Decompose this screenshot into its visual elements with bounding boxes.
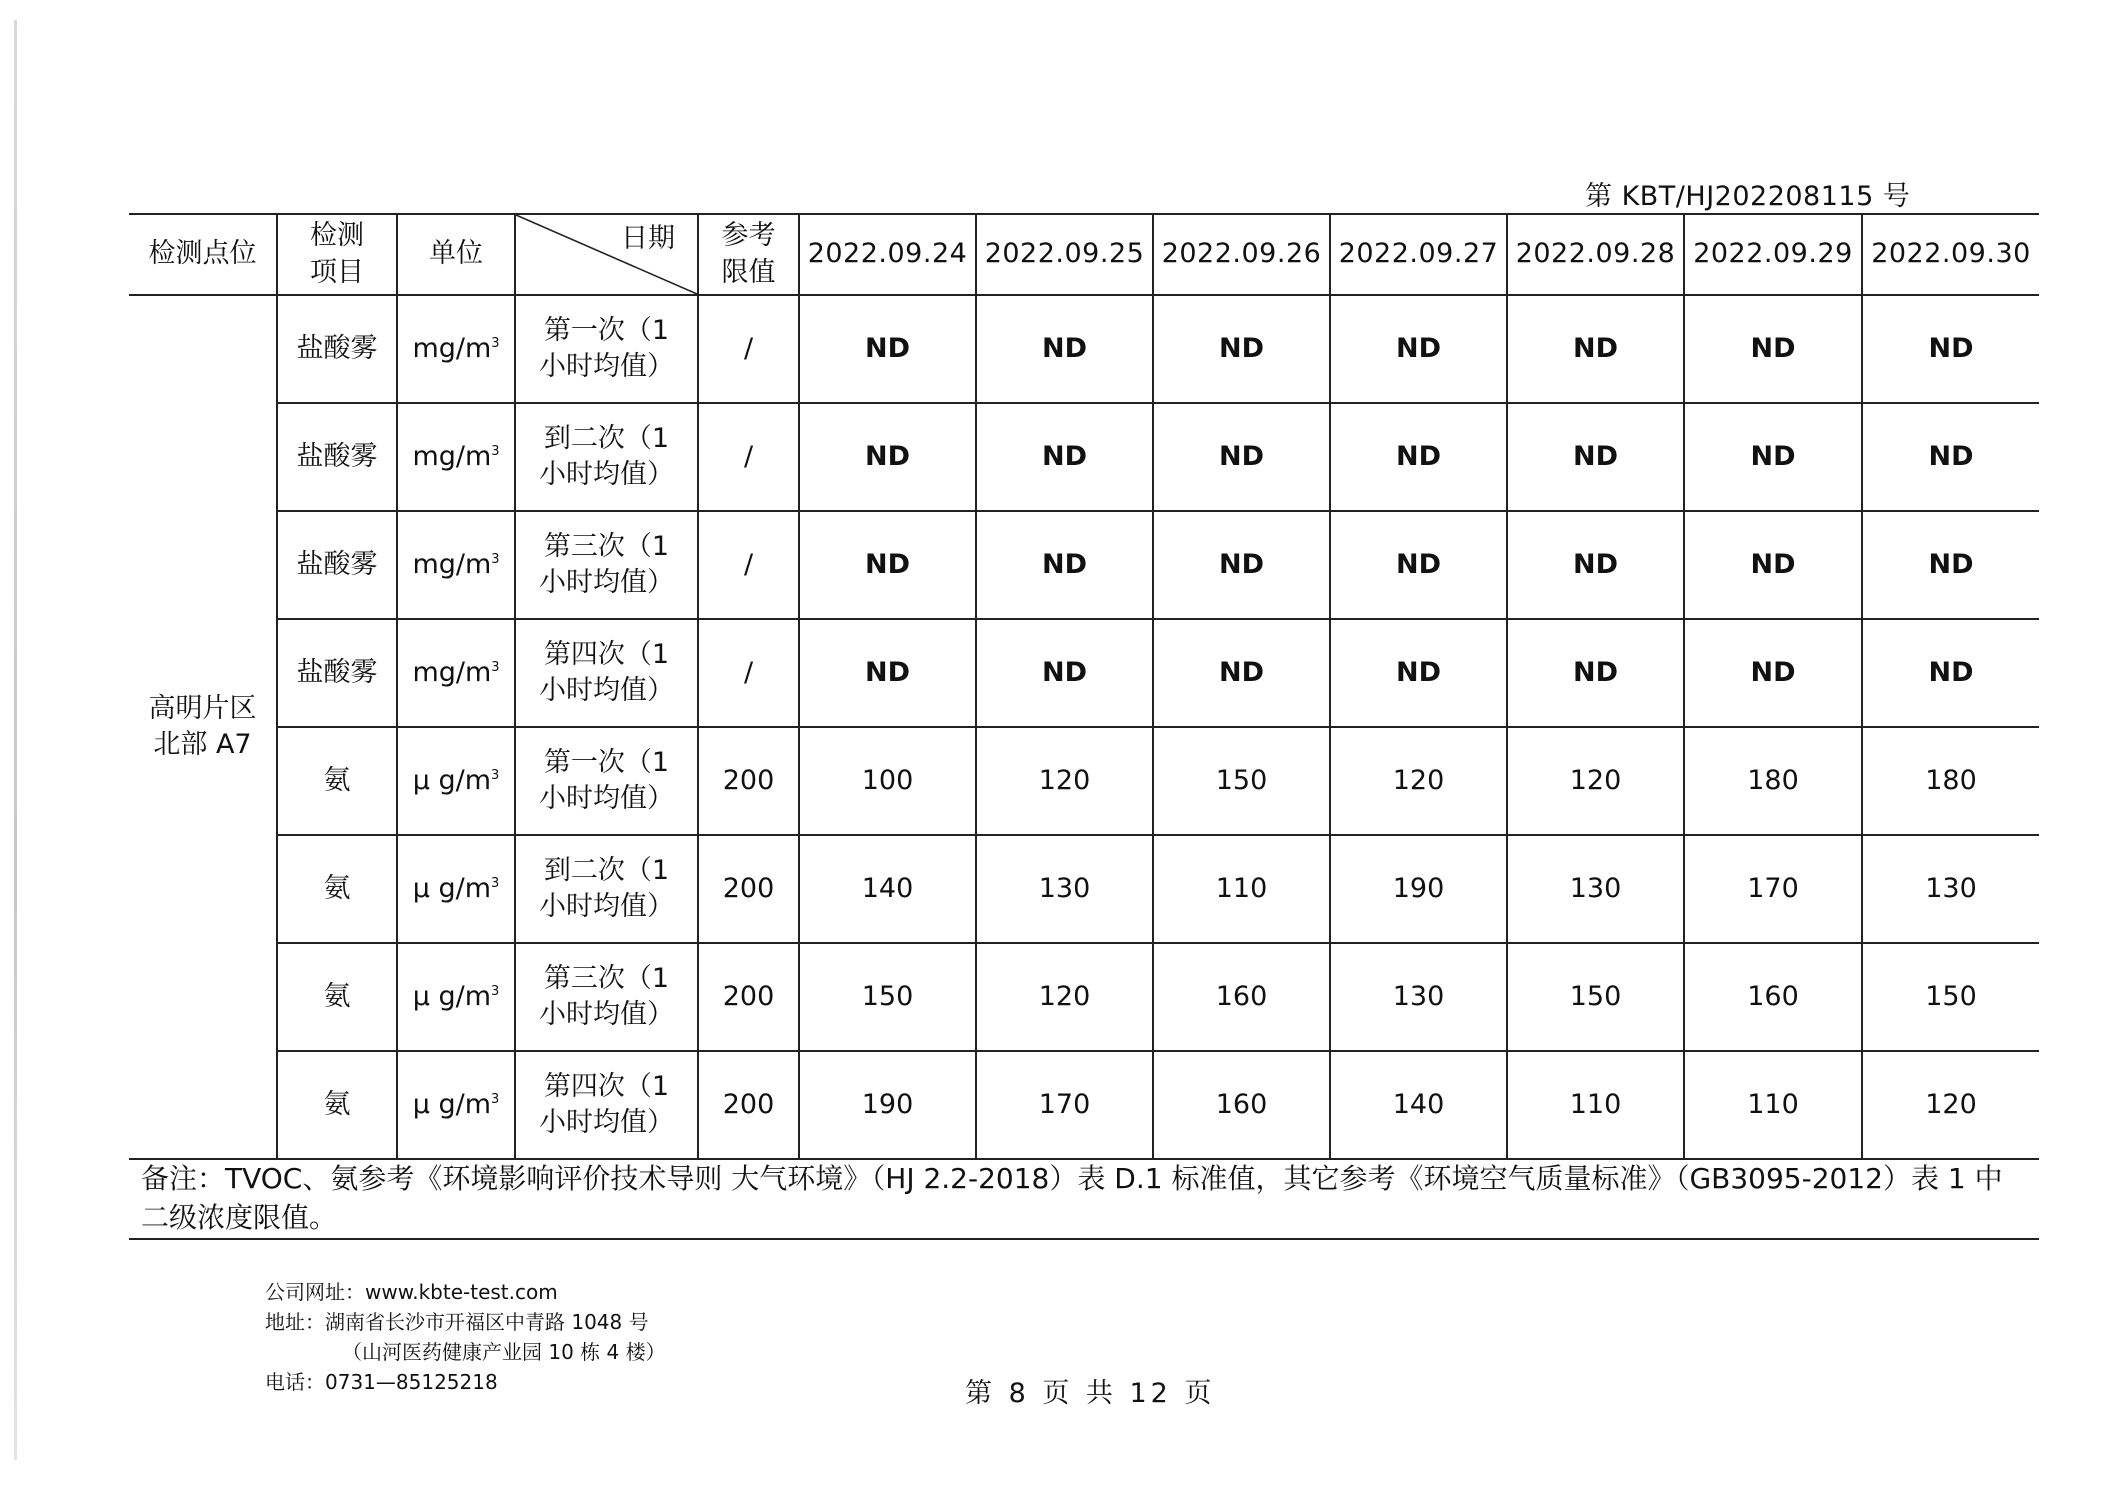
value-cell: 150 — [799, 943, 976, 1051]
header-date-4: 2022.09.27 — [1330, 214, 1507, 295]
unit-superscript: 3 — [491, 767, 500, 783]
sampling-time-cell: 第一次（1 小时均值） — [515, 295, 698, 403]
header-unit: 单位 — [397, 214, 515, 295]
value-cell: ND — [976, 619, 1153, 727]
unit-text: μ g/m — [412, 872, 492, 904]
value-cell: 190 — [799, 1051, 976, 1159]
item-cell: 氨 — [277, 1051, 397, 1159]
value-cell: ND — [1153, 619, 1330, 727]
site-name: 高明片区 北部 A7 — [148, 692, 257, 760]
value-cell: ND — [799, 295, 976, 403]
limit-cell: 200 — [698, 1051, 799, 1159]
unit-superscript: 3 — [491, 335, 500, 351]
value-cell: 160 — [1153, 943, 1330, 1051]
remark-text: 备注：TVOC、氨参考《环境影响评价技术导则 大气环境》（HJ 2.2-2018）表 D.1 标准值，其它参考《环境空气质量标准》（GB3095-2012）表 1 中二级浓度限值。 — [141, 1162, 2003, 1234]
unit-superscript: 3 — [491, 659, 500, 675]
value-cell: ND — [1684, 619, 1862, 727]
unit-cell — [397, 295, 515, 403]
item-cell: 盐酸雾 — [277, 511, 397, 619]
value-cell: 120 — [1507, 727, 1684, 835]
item-cell: 氨 — [277, 943, 397, 1051]
value-cell: ND — [976, 403, 1153, 511]
unit-text: mg/m — [412, 656, 492, 688]
item-cell: 氨 — [277, 727, 397, 835]
footer-info — [265, 1277, 666, 1397]
header-date-3: 2022.09.26 — [1153, 214, 1330, 295]
value-cell: 110 — [1153, 835, 1330, 943]
value-cell: ND — [1684, 511, 1862, 619]
sampling-time-cell: 第四次（1 小时均值） — [515, 1051, 698, 1159]
value-cell: 130 — [1862, 835, 2039, 943]
table-row — [129, 511, 2039, 619]
sampling-time-cell: 第一次（1 小时均值） — [515, 727, 698, 835]
value-cell: ND — [1507, 295, 1684, 403]
header-row — [129, 214, 2039, 295]
value-cell: ND — [1507, 403, 1684, 511]
unit-cell — [397, 943, 515, 1051]
unit-cell — [397, 511, 515, 619]
value-cell: ND — [976, 511, 1153, 619]
header-item-text: 检测 项目 — [310, 220, 364, 288]
value-cell: ND — [799, 619, 976, 727]
value-cell: 170 — [1684, 835, 1862, 943]
value-cell: ND — [1153, 511, 1330, 619]
header-date-5: 2022.09.28 — [1507, 214, 1684, 295]
limit-cell: 200 — [698, 727, 799, 835]
report-number: 第 KBT/HJ202208115 号 — [1585, 181, 1911, 212]
value-cell: 150 — [1507, 943, 1684, 1051]
table-row — [129, 403, 2039, 511]
header-limit — [698, 214, 799, 295]
limit-cell: / — [698, 403, 799, 511]
unit-cell — [397, 727, 515, 835]
table-row — [129, 835, 2039, 943]
value-cell: 120 — [1330, 727, 1507, 835]
value-cell: ND — [1862, 295, 2039, 403]
unit-superscript: 3 — [491, 1091, 500, 1107]
unit-cell — [397, 403, 515, 511]
value-cell: ND — [1862, 403, 2039, 511]
value-cell: 110 — [1684, 1051, 1862, 1159]
remark-box — [129, 1156, 2039, 1240]
unit-superscript: 3 — [491, 983, 500, 999]
value-cell: ND — [799, 403, 976, 511]
header-date-1: 2022.09.24 — [799, 214, 976, 295]
limit-cell: / — [698, 511, 799, 619]
unit-superscript: 3 — [491, 551, 500, 567]
unit-text: mg/m — [412, 440, 492, 472]
value-cell: 160 — [1153, 1051, 1330, 1159]
value-cell: ND — [1153, 403, 1330, 511]
item-cell: 盐酸雾 — [277, 295, 397, 403]
scan-edge-shadow — [14, 20, 17, 1460]
value-cell: ND — [1684, 295, 1862, 403]
site-cell — [129, 295, 277, 1159]
value-cell: 140 — [1330, 1051, 1507, 1159]
value-cell: ND — [1862, 511, 2039, 619]
unit-cell — [397, 1051, 515, 1159]
header-date-diagonal — [515, 214, 698, 295]
page-number: 第 8 页 共 12 页 — [965, 1378, 1216, 1409]
value-cell: 190 — [1330, 835, 1507, 943]
value-cell: 150 — [1153, 727, 1330, 835]
footer-address-2: （山河医药健康产业园 10 栋 4 楼） — [342, 1340, 666, 1364]
value-cell: ND — [1330, 619, 1507, 727]
limit-cell: 200 — [698, 835, 799, 943]
value-cell: 100 — [799, 727, 976, 835]
value-cell: 160 — [1684, 943, 1862, 1051]
unit-cell — [397, 835, 515, 943]
unit-cell — [397, 619, 515, 727]
table-row — [129, 1051, 2039, 1159]
value-cell: ND — [1862, 619, 2039, 727]
value-cell: 140 — [799, 835, 976, 943]
sampling-time-cell: 第三次（1 小时均值） — [515, 943, 698, 1051]
header-limit-text: 参考 限值 — [721, 220, 776, 288]
footer-website: 公司网址：www.kbte-test.com — [265, 1280, 558, 1304]
table-row — [129, 619, 2039, 727]
table-row — [129, 943, 2039, 1051]
value-cell: ND — [1507, 511, 1684, 619]
value-cell: 130 — [1507, 835, 1684, 943]
header-date-2: 2022.09.25 — [976, 214, 1153, 295]
limit-cell: 200 — [698, 943, 799, 1051]
value-cell: 120 — [976, 943, 1153, 1051]
footer-phone: 电话：0731—85125218 — [265, 1370, 498, 1394]
limit-cell: / — [698, 295, 799, 403]
value-cell: ND — [1684, 403, 1862, 511]
sampling-time-cell: 第三次（1 小时均值） — [515, 511, 698, 619]
limit-cell: / — [698, 619, 799, 727]
value-cell: 130 — [1330, 943, 1507, 1051]
sampling-time-cell: 到二次（1 小时均值） — [515, 403, 698, 511]
value-cell: 180 — [1862, 727, 2039, 835]
value-cell: ND — [1330, 403, 1507, 511]
unit-text: mg/m — [412, 548, 492, 580]
sampling-time-cell: 到二次（1 小时均值） — [515, 835, 698, 943]
value-cell: 150 — [1862, 943, 2039, 1051]
value-cell: 110 — [1507, 1051, 1684, 1159]
value-cell: 180 — [1684, 727, 1862, 835]
value-cell: ND — [799, 511, 976, 619]
sampling-time-cell: 第四次（1 小时均值） — [515, 619, 698, 727]
header-date-6: 2022.09.29 — [1684, 214, 1862, 295]
item-cell: 氨 — [277, 835, 397, 943]
value-cell: ND — [1330, 511, 1507, 619]
item-cell: 盐酸雾 — [277, 619, 397, 727]
footer-address: 地址：湖南省长沙市开福区中青路 1048 号 — [265, 1310, 649, 1334]
header-date-label: 日期 — [621, 223, 675, 254]
value-cell: 120 — [976, 727, 1153, 835]
value-cell: 170 — [976, 1051, 1153, 1159]
unit-text: mg/m — [412, 332, 492, 364]
value-cell: ND — [1153, 295, 1330, 403]
table-row — [129, 295, 2039, 403]
results-table — [129, 213, 2039, 1160]
header-item — [277, 214, 397, 295]
unit-text: μ g/m — [412, 980, 492, 1012]
header-site: 检测点位 — [129, 214, 277, 295]
table-row — [129, 727, 2039, 835]
value-cell: ND — [1330, 295, 1507, 403]
item-cell: 盐酸雾 — [277, 403, 397, 511]
header-date-7: 2022.09.30 — [1862, 214, 2039, 295]
unit-text: μ g/m — [412, 764, 492, 796]
value-cell: ND — [1507, 619, 1684, 727]
value-cell: ND — [976, 295, 1153, 403]
unit-superscript: 3 — [491, 443, 500, 459]
unit-superscript: 3 — [491, 875, 500, 891]
unit-text: μ g/m — [412, 1088, 492, 1120]
value-cell: 130 — [976, 835, 1153, 943]
value-cell: 120 — [1862, 1051, 2039, 1159]
